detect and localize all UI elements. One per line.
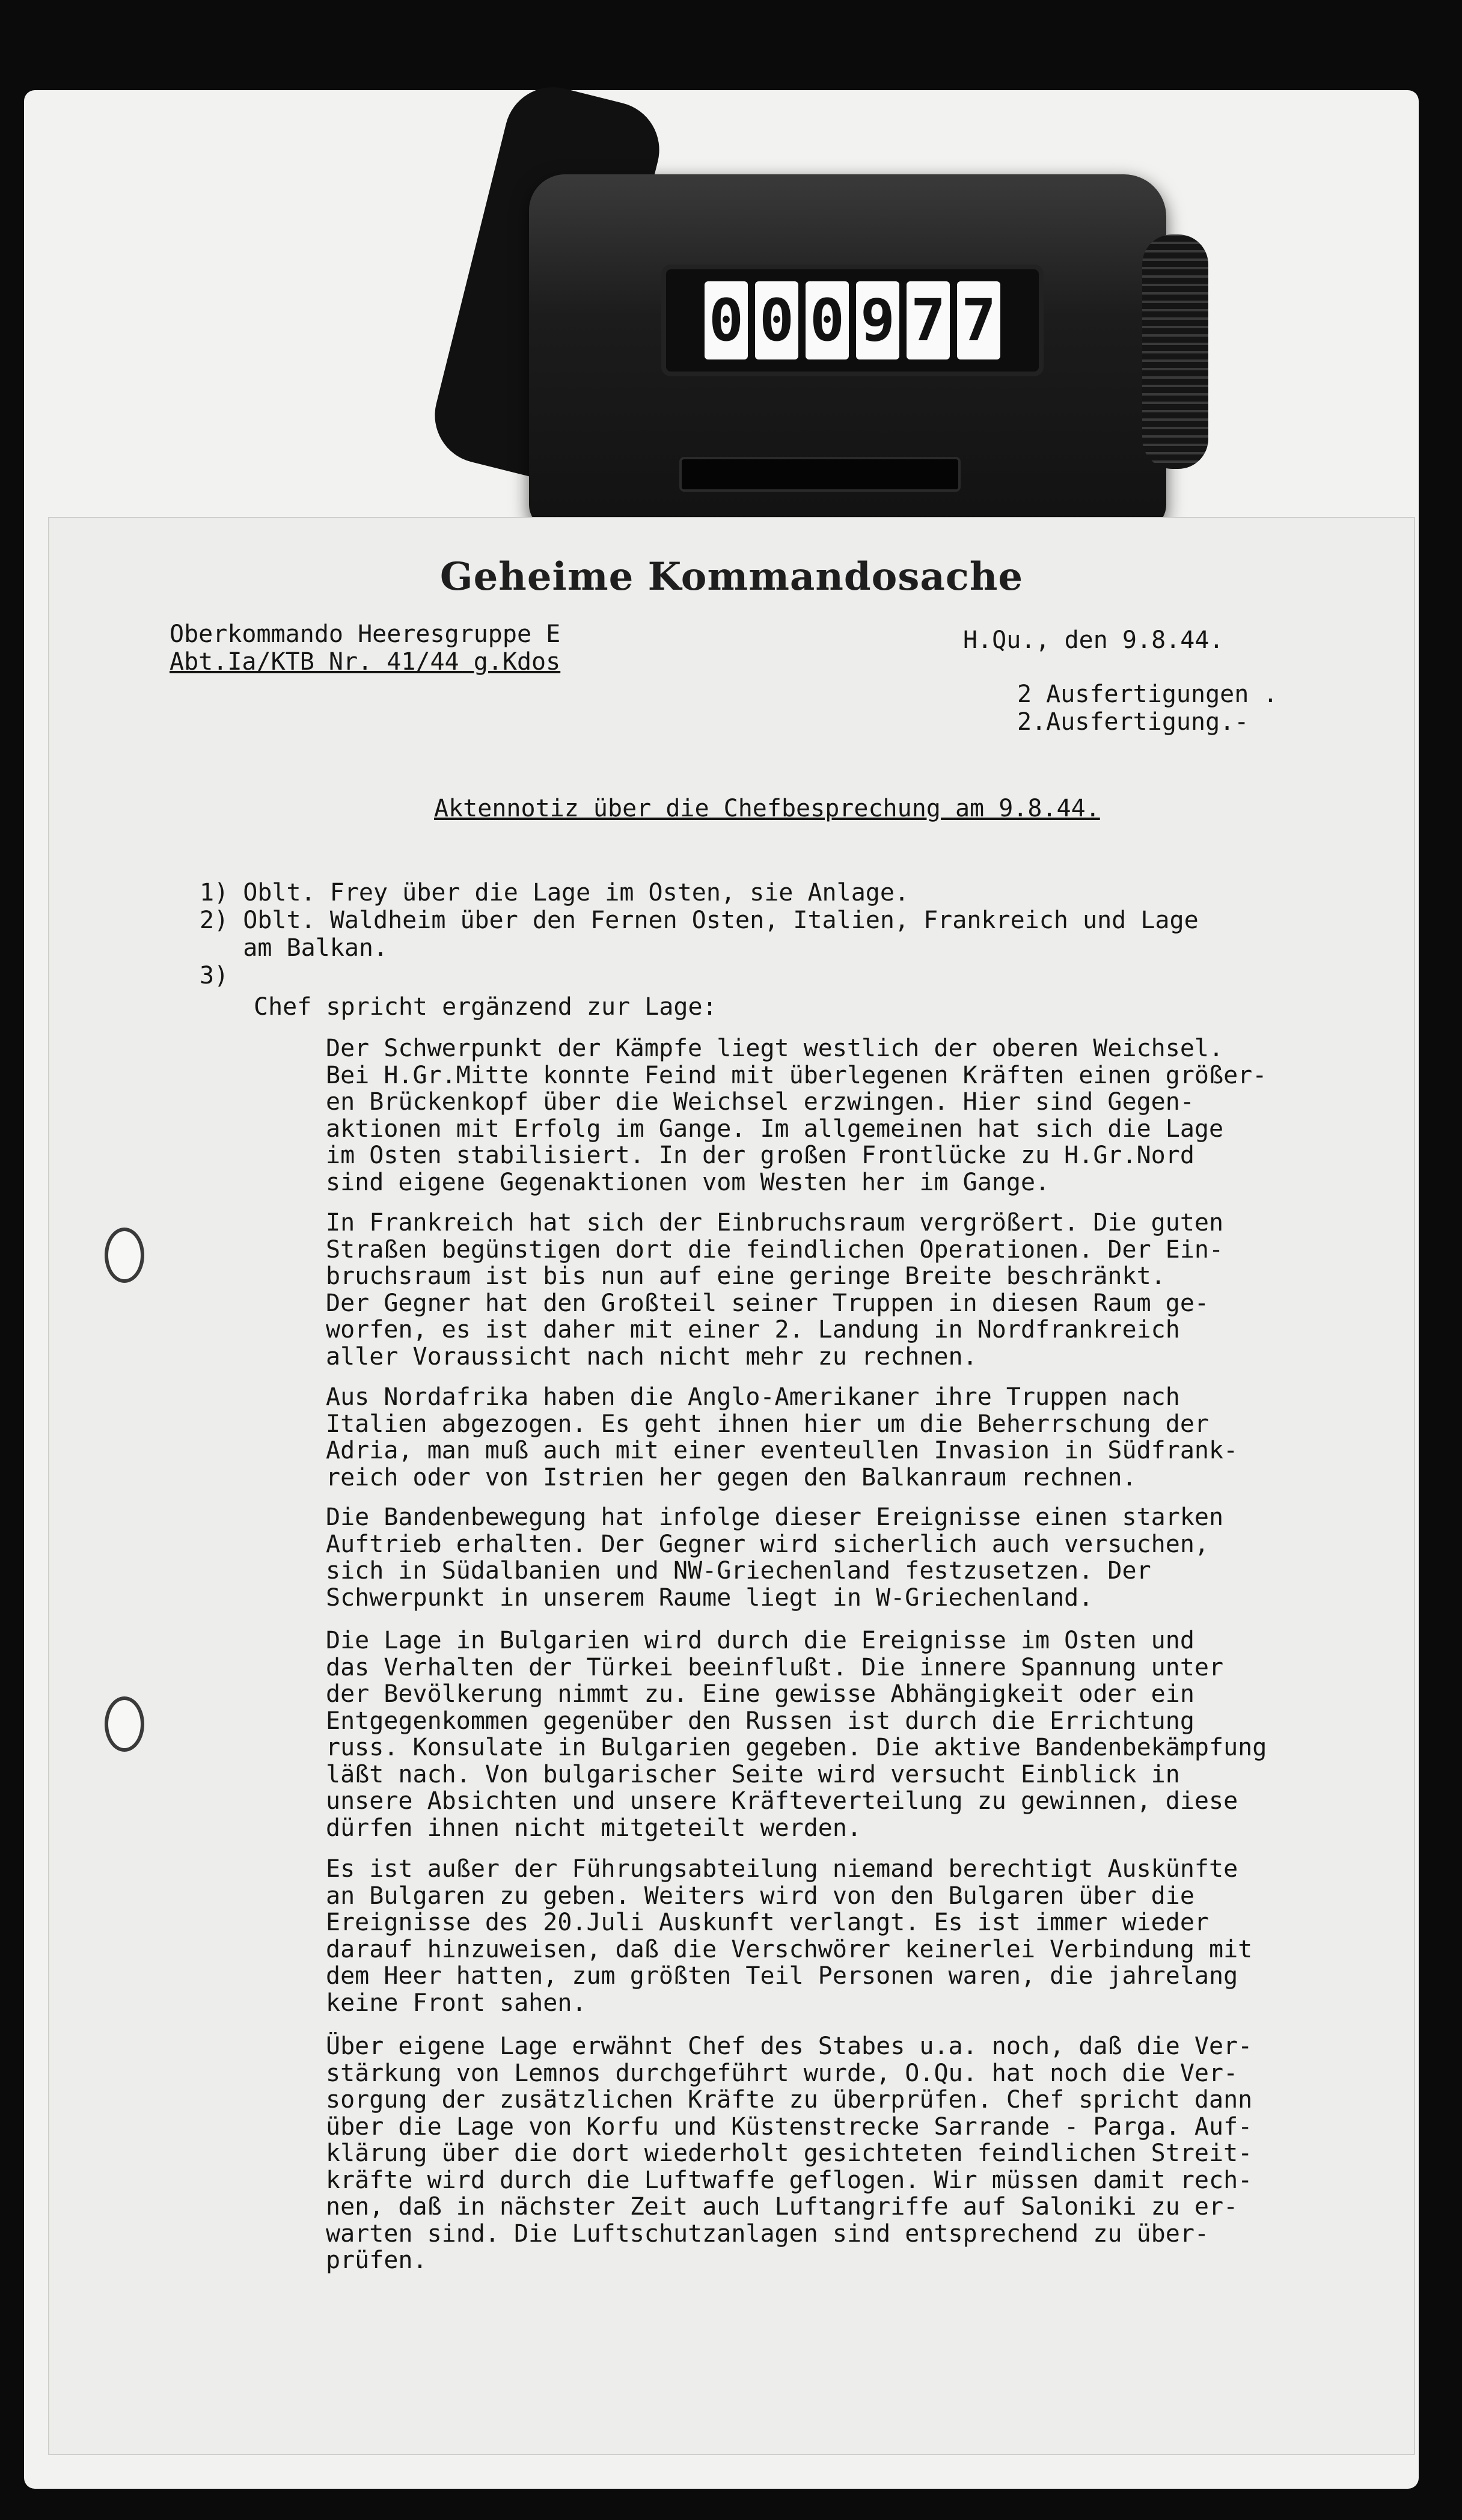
counter-slot bbox=[679, 457, 961, 492]
copy-number: 2.Ausfertigung.- bbox=[1017, 708, 1249, 736]
counter-digit: 0 bbox=[705, 281, 748, 359]
copies-count: 2 Ausfertigungen . bbox=[1017, 680, 1278, 708]
counter-digit: 9 bbox=[856, 281, 899, 359]
text-line: Adria, man muß auch mit einer eventeullen Invasion in Südfrank- bbox=[326, 1437, 1238, 1464]
paragraph-own-situation bbox=[326, 2033, 1252, 2274]
file-reference: Abt.Ia/KTB Nr. 41/44 g.Kdos bbox=[170, 648, 561, 676]
text-line: aller Voraussicht nach nicht mehr zu rechnen. bbox=[326, 1342, 977, 1371]
text-line: darauf hinzuweisen, daß die Verschwörer keinerlei Verbindung mit bbox=[326, 1935, 1253, 1963]
agenda-item-2-cont: am Balkan. bbox=[200, 934, 388, 962]
text-line: Entgegenkommen gegenüber den Russen ist durch die Errichtung bbox=[326, 1707, 1194, 1735]
text-line: Auftrieb erhalten. Der Gegner wird sicherlich auch versuchen, bbox=[326, 1530, 1210, 1558]
text-line: Ereignisse des 20.Juli Auskunft verlangt. Es ist immer wieder bbox=[326, 1909, 1210, 1936]
counter-digit: 7 bbox=[957, 281, 1000, 359]
text-line: Aus Nordafrika haben die Anglo-Amerikaner ihre Truppen nach bbox=[326, 1383, 1180, 1411]
text-line: dem Heer hatten, zum größten Teil Personen waren, die jahrelang bbox=[326, 1962, 1238, 1990]
text-line: keine Front sahen. bbox=[326, 1989, 587, 2017]
text-line: der Bevölkerung nimmt zu. Eine gewisse Abhängigkeit oder ein bbox=[326, 1680, 1194, 1708]
counter-knob bbox=[1142, 234, 1208, 469]
paragraph-partisans bbox=[326, 1504, 1223, 1611]
text-line: Die Bandenbewegung hat infolge dieser Ereignisse einen starken bbox=[326, 1503, 1224, 1531]
text-line: unsere Absichten und unsere Kräfteverteilung zu gewinnen, diese bbox=[326, 1787, 1238, 1815]
text-line: Straßen begünstigen dort die feindlichen Operationen. Der Ein- bbox=[326, 1235, 1224, 1264]
text-line: russ. Konsulate in Bulgarien gegeben. Die aktive Bandenbekämpfung bbox=[326, 1734, 1267, 1761]
text-line: Über eigene Lage erwähnt Chef des Stabes u.a. noch, daß die Ver- bbox=[326, 2032, 1253, 2060]
text-line: Bei H.Gr.Mitte konnte Feind mit überlegenen Kräften einen größer- bbox=[326, 1061, 1267, 1089]
punch-hole bbox=[105, 1228, 144, 1283]
text-line: sind eigene Gegenaktionen vom Westen her im Gange. bbox=[326, 1168, 1050, 1196]
text-line: klärung über die dort wiederholt gesichteten feindlichen Streit- bbox=[326, 2139, 1253, 2167]
text-line: In Frankreich hat sich der Einbruchsraum vergrößert. Die guten bbox=[326, 1209, 1224, 1237]
text-line: en Brückenkopf über die Weichsel erzwingen. Hier sind Gegen- bbox=[326, 1088, 1194, 1116]
text-line: Der Gegner hat den Großteil seiner Truppen in diesen Raum ge- bbox=[326, 1289, 1210, 1317]
text-line: prüfen. bbox=[326, 2246, 427, 2274]
counter-display bbox=[661, 265, 1044, 376]
paragraph-france bbox=[326, 1210, 1223, 1370]
text-line: kräfte wird durch die Luftwaffe geflogen. Wir müssen damit rech- bbox=[326, 2166, 1253, 2194]
counter-digit: 0 bbox=[755, 281, 798, 359]
paragraph-information bbox=[326, 1856, 1252, 2016]
text-line: Es ist außer der Führungsabteilung niemand berechtigt Auskünfte bbox=[326, 1855, 1238, 1883]
typed-document bbox=[48, 517, 1415, 2455]
text-line: Schwerpunkt in unserem Raume liegt in W-Griechenland. bbox=[326, 1583, 1093, 1612]
text-line: worfen, es ist daher mit einer 2. Landung in Nordfrankreich bbox=[326, 1316, 1180, 1344]
sender-line: Oberkommando Heeresgruppe E bbox=[170, 620, 561, 648]
agenda-item-3: 3) bbox=[200, 962, 229, 989]
text-line: stärkung von Lemnos durchgeführt wurde, O.Qu. hat noch die Ver- bbox=[326, 2059, 1238, 2087]
paragraph-italy bbox=[326, 1384, 1238, 1491]
text-line: aktionen mit Erfolg im Gange. Im allgemeinen hat sich die Lage bbox=[326, 1115, 1224, 1143]
text-line: läßt nach. Von bulgarischer Seite wird versucht Einblick in bbox=[326, 1760, 1180, 1788]
text-line: über die Lage von Korfu und Küstenstrecke Sarrande - Parga. Auf- bbox=[326, 2112, 1253, 2141]
paragraph-bulgaria bbox=[326, 1627, 1267, 1841]
place-date: H.Qu., den 9.8.44. bbox=[963, 626, 1224, 654]
text-line: sich in Südalbanien und NW-Griechenland festzusetzen. Der bbox=[326, 1557, 1151, 1585]
counter-digit: 7 bbox=[907, 281, 950, 359]
text-line: das Verhalten der Türkei beeinflußt. Die innere Spannung unter bbox=[326, 1653, 1224, 1681]
classification-stamp: Geheime Kommandosache bbox=[439, 554, 1024, 599]
document-title: Aktennotiz über die Chefbesprechung am 9.8.44. bbox=[434, 795, 1100, 822]
text-line: reich oder von Istrien her gegen den Balkanraum rechnen. bbox=[326, 1463, 1137, 1491]
agenda-item-2: 2) Oblt. Waldheim über den Fernen Osten, Italien, Frankreich und Lage bbox=[200, 907, 1199, 934]
text-line: Der Schwerpunkt der Kämpfe liegt westlich der oberen Weichsel. bbox=[326, 1035, 1224, 1062]
text-line: an Bulgaren zu geben. Weiters wird von den Bulgaren über die bbox=[326, 1882, 1194, 1910]
text-line: Italien abgezogen. Es geht ihnen hier um die Beherrschung der bbox=[326, 1410, 1210, 1438]
agenda-item-1: 1) Oblt. Frey über die Lage im Osten, sie Anlage. bbox=[200, 879, 910, 907]
text-line: bruchsraum ist bis nun auf eine geringe Breite beschränkt. bbox=[326, 1262, 1166, 1290]
text-line: warten sind. Die Luftschutzanlagen sind entsprechend zu über- bbox=[326, 2219, 1210, 2248]
chef-intro: Chef spricht ergänzend zur Lage: bbox=[254, 993, 717, 1021]
text-line: sorgung der zusätzlichen Kräfte zu überprüfen. Chef spricht dann bbox=[326, 2086, 1253, 2114]
text-line: im Osten stabilisiert. In der großen Frontlücke zu H.Gr.Nord bbox=[326, 1142, 1194, 1169]
text-line: nen, daß in nächster Zeit auch Luftangriffe auf Saloniki zu er- bbox=[326, 2193, 1238, 2221]
text-line: Die Lage in Bulgarien wird durch die Ereignisse im Osten und bbox=[326, 1627, 1194, 1654]
text-line: dürfen ihnen nicht mitgeteilt werden. bbox=[326, 1814, 862, 1842]
punch-hole bbox=[105, 1696, 144, 1752]
paragraph-east bbox=[326, 1035, 1267, 1196]
counter-digit: 0 bbox=[806, 281, 849, 359]
